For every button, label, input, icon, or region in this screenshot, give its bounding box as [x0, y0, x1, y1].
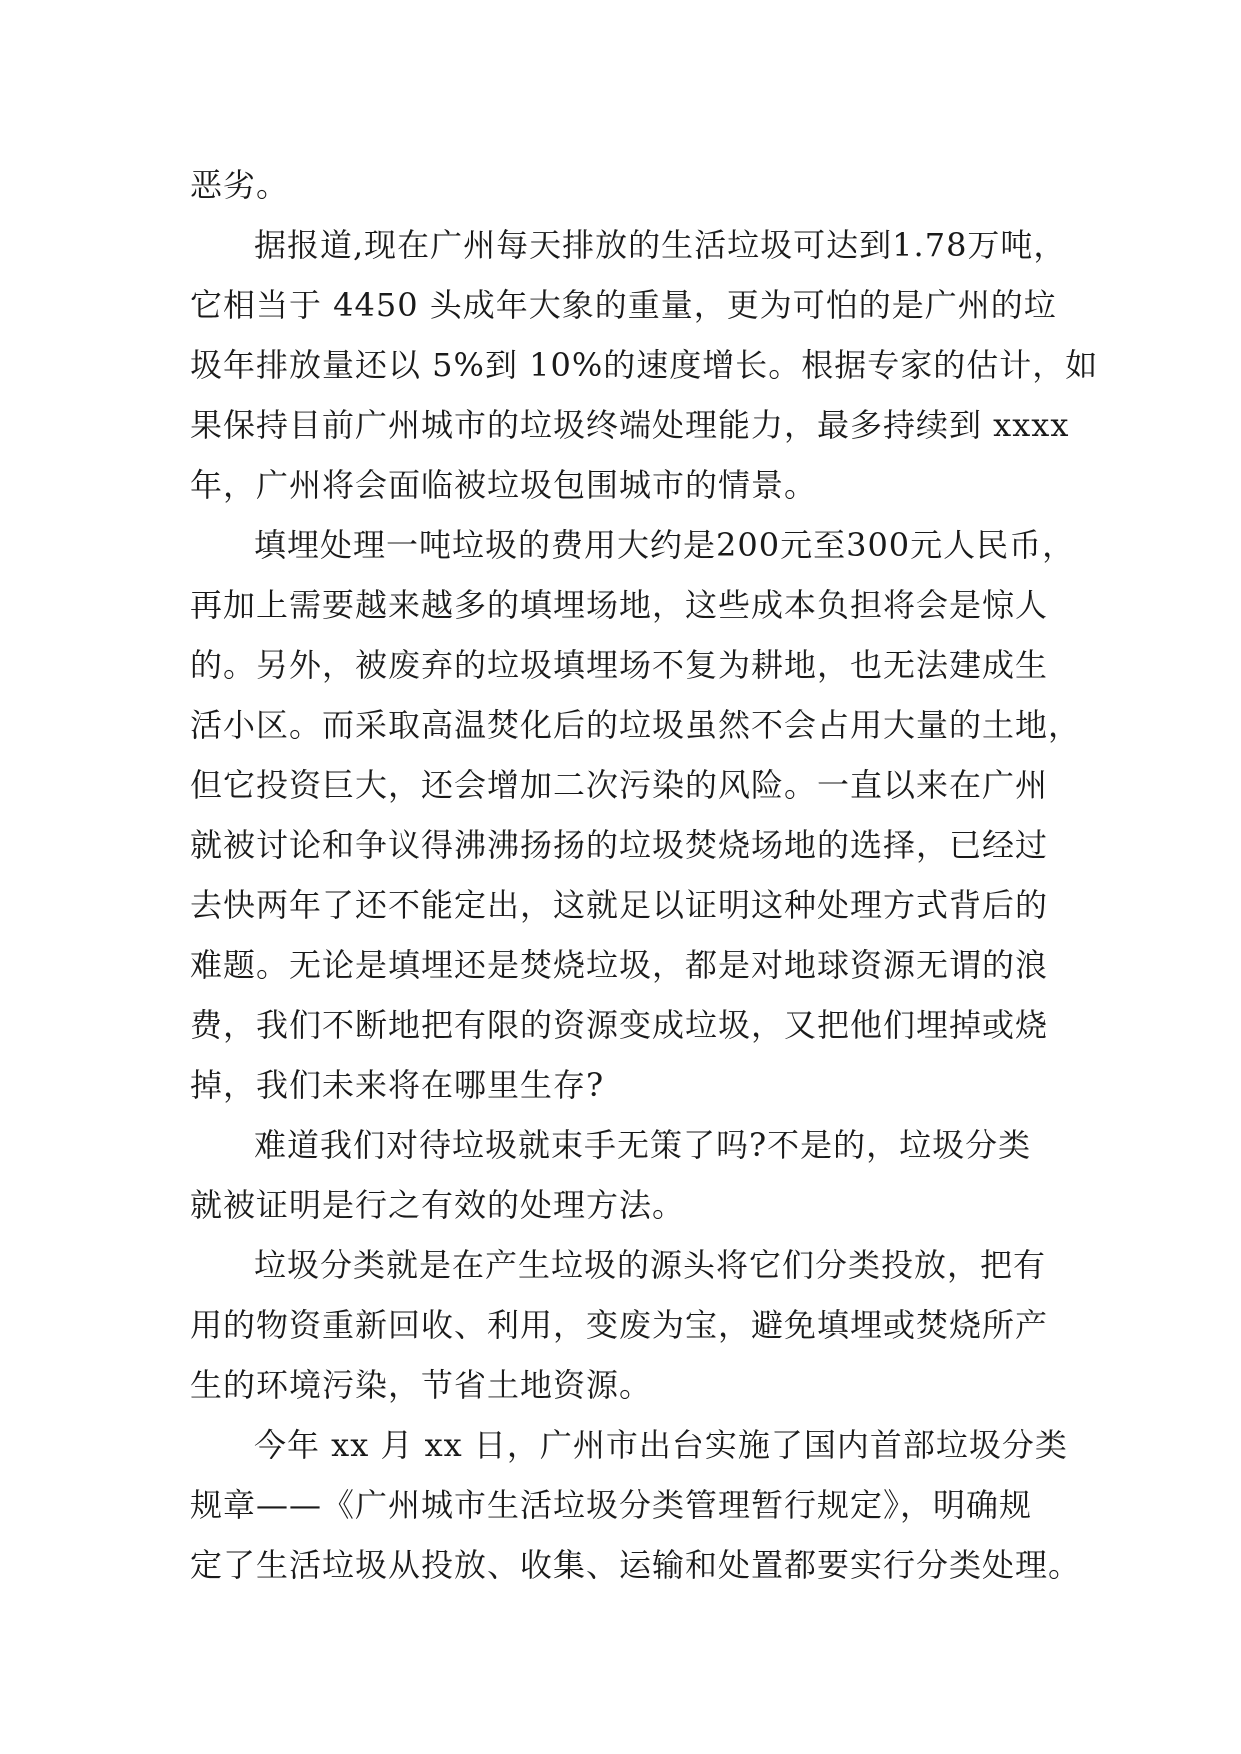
paragraph-line: 再加上需要越来越多的填埋场地，这些成本负担将会是惊人 [190, 586, 1049, 624]
paragraph-line: 填埋处理一吨垃圾的费用大约是200元至300元人民币， [254, 526, 1076, 564]
paragraph-line: 定了生活垃圾从投放、收集、运输和处置都要实行分类处理。 [190, 1546, 1082, 1584]
paragraph-line: 费，我们不断地把有限的资源变成垃圾，又把他们埋掉或烧 [190, 1006, 1049, 1044]
paragraph-line: 去快两年了还不能定出，这就足以证明这种处理方式背后的 [190, 886, 1049, 924]
paragraph-line: 活小区。而采取高温焚化后的垃圾虽然不会占用大量的土地， [190, 706, 1082, 744]
paragraph-line: 据报道,现在广州每天排放的生活垃圾可达到1.78万吨， [254, 226, 1067, 264]
paragraph-line: 用的物资重新回收、利用，变废为宝，避免填埋或焚烧所产 [190, 1306, 1049, 1344]
paragraph-line: 难题。无论是填埋还是焚烧垃圾，都是对地球资源无谓的浪 [190, 946, 1049, 984]
document-body [190, 155, 1099, 1595]
paragraph-line: 果保持目前广州城市的垃圾终端处理能力，最多持续到 xxxx [190, 406, 1070, 444]
paragraph-line: 难道我们对待垃圾就束手无策了吗?不是的，垃圾分类 [254, 1126, 1032, 1164]
paragraph-line: 年，广州将会面临被垃圾包围城市的情景。 [190, 466, 818, 504]
paragraph-line: 就被证明是行之有效的处理方法。 [190, 1186, 686, 1224]
paragraph-3 [190, 515, 1082, 1115]
paragraph-line: 掉，我们未来将在哪里生存? [190, 1066, 605, 1104]
paragraph-line: 就被讨论和争议得沸沸扬扬的垃圾焚烧场地的选择，已经过 [190, 826, 1049, 864]
paragraph-1 [190, 155, 1050, 215]
paragraph-4 [190, 1115, 1050, 1235]
paragraph-line: 的。另外，被废弃的垃圾填埋场不复为耕地，也无法建成生 [190, 646, 1049, 684]
paragraph-line: 生的环境污染，节省土地资源。 [190, 1366, 653, 1404]
paragraph-line: 它相当于 4450 头成年大象的重量，更为可怕的是广州的垃 [190, 286, 1057, 324]
paragraph-line: 但它投资巨大，还会增加二次污染的风险。一直以来在广州 [190, 766, 1049, 804]
paragraph-2 [190, 215, 1099, 515]
paragraph-line: 圾年排放量还以 5%到 10%的速度增长。根据专家的估计，如 [190, 346, 1099, 384]
paragraph-6 [190, 1415, 1082, 1595]
paragraph-line: 垃圾分类就是在产生垃圾的源头将它们分类投放，把有 [254, 1246, 1047, 1284]
paragraph-line: 恶劣。 [190, 166, 290, 204]
paragraph-5 [190, 1235, 1050, 1415]
paragraph-line: 今年 xx 月 xx 日，广州市出台实施了国内首部垃圾分类 [254, 1426, 1068, 1464]
paragraph-line: 规章——《广州城市生活垃圾分类管理暂行规定》，明确规 [190, 1486, 1033, 1524]
